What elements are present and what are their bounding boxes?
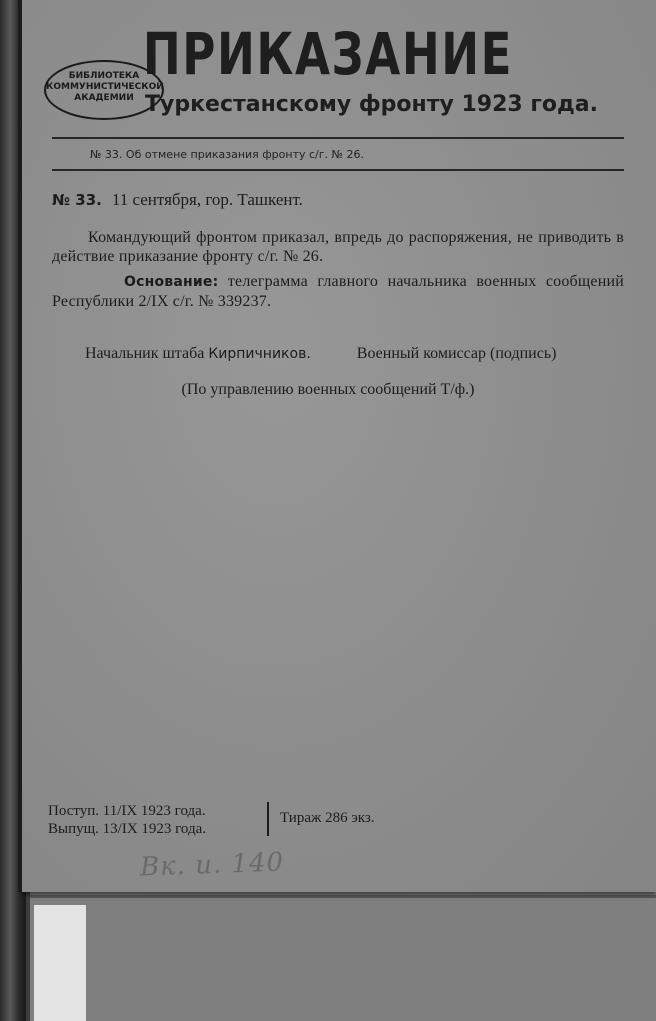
next-page bbox=[30, 888, 656, 1021]
handwritten-shelfmark: Вк. и. 140 bbox=[139, 847, 285, 883]
spine-shadow bbox=[18, 0, 22, 892]
imprint-divider bbox=[267, 802, 269, 836]
department-note: (По управлению военных сообщений Т/ф.) bbox=[181, 381, 475, 398]
signatures bbox=[85, 345, 556, 363]
commissar-signature: Военный комиссар (подпись) bbox=[356, 345, 557, 362]
chief-of-staff-title: Начальник штаба bbox=[85, 345, 205, 362]
order-paragraph bbox=[52, 228, 624, 266]
basis-paragraph bbox=[52, 272, 624, 311]
document-page bbox=[22, 0, 656, 892]
imprint-dates bbox=[48, 802, 206, 838]
stamp-line-1: БИБЛИОТЕКА bbox=[68, 71, 140, 81]
order-text: Командующий фронтом приказал, впредь до распоряжения, не приводить в действие приказание фронту с/г. № 26. bbox=[52, 229, 624, 265]
issued-date: Выпущ. 13/IX 1923 года. bbox=[48, 821, 207, 837]
library-stamp bbox=[44, 60, 164, 120]
stamp-line-3: АКАДЕМИИ bbox=[74, 93, 134, 103]
order-heading bbox=[52, 190, 303, 210]
basis-label: Основание: bbox=[124, 274, 219, 290]
chief-of-staff-name: Кирпичников. bbox=[208, 346, 311, 362]
header-rule bbox=[52, 169, 624, 171]
order-number: № 33. bbox=[52, 191, 102, 209]
top-rule bbox=[52, 137, 624, 139]
page-edge bbox=[30, 895, 656, 898]
document-title: ПРИКАЗАНИЕ bbox=[142, 20, 514, 88]
contents-line: № 33. Об отмене приказания фронту с/г. № 26. bbox=[90, 148, 364, 161]
basis-text: телеграмма главного начальника военных сообщений Республики 2/IX с/г. № 339237. bbox=[52, 273, 625, 310]
paper-strip bbox=[34, 905, 86, 1021]
received-date: Поступ. 11/IX 1923 года. bbox=[48, 803, 206, 819]
order-date-place: 11 сентября, гор. Ташкент. bbox=[111, 190, 303, 209]
document-subtitle: Туркестанскому фронту 1923 года. bbox=[145, 92, 598, 117]
print-run: Тираж 286 экз. bbox=[280, 810, 375, 826]
stamp-line-2: КОММУНИСТИЧЕСКОЙ bbox=[46, 82, 164, 92]
